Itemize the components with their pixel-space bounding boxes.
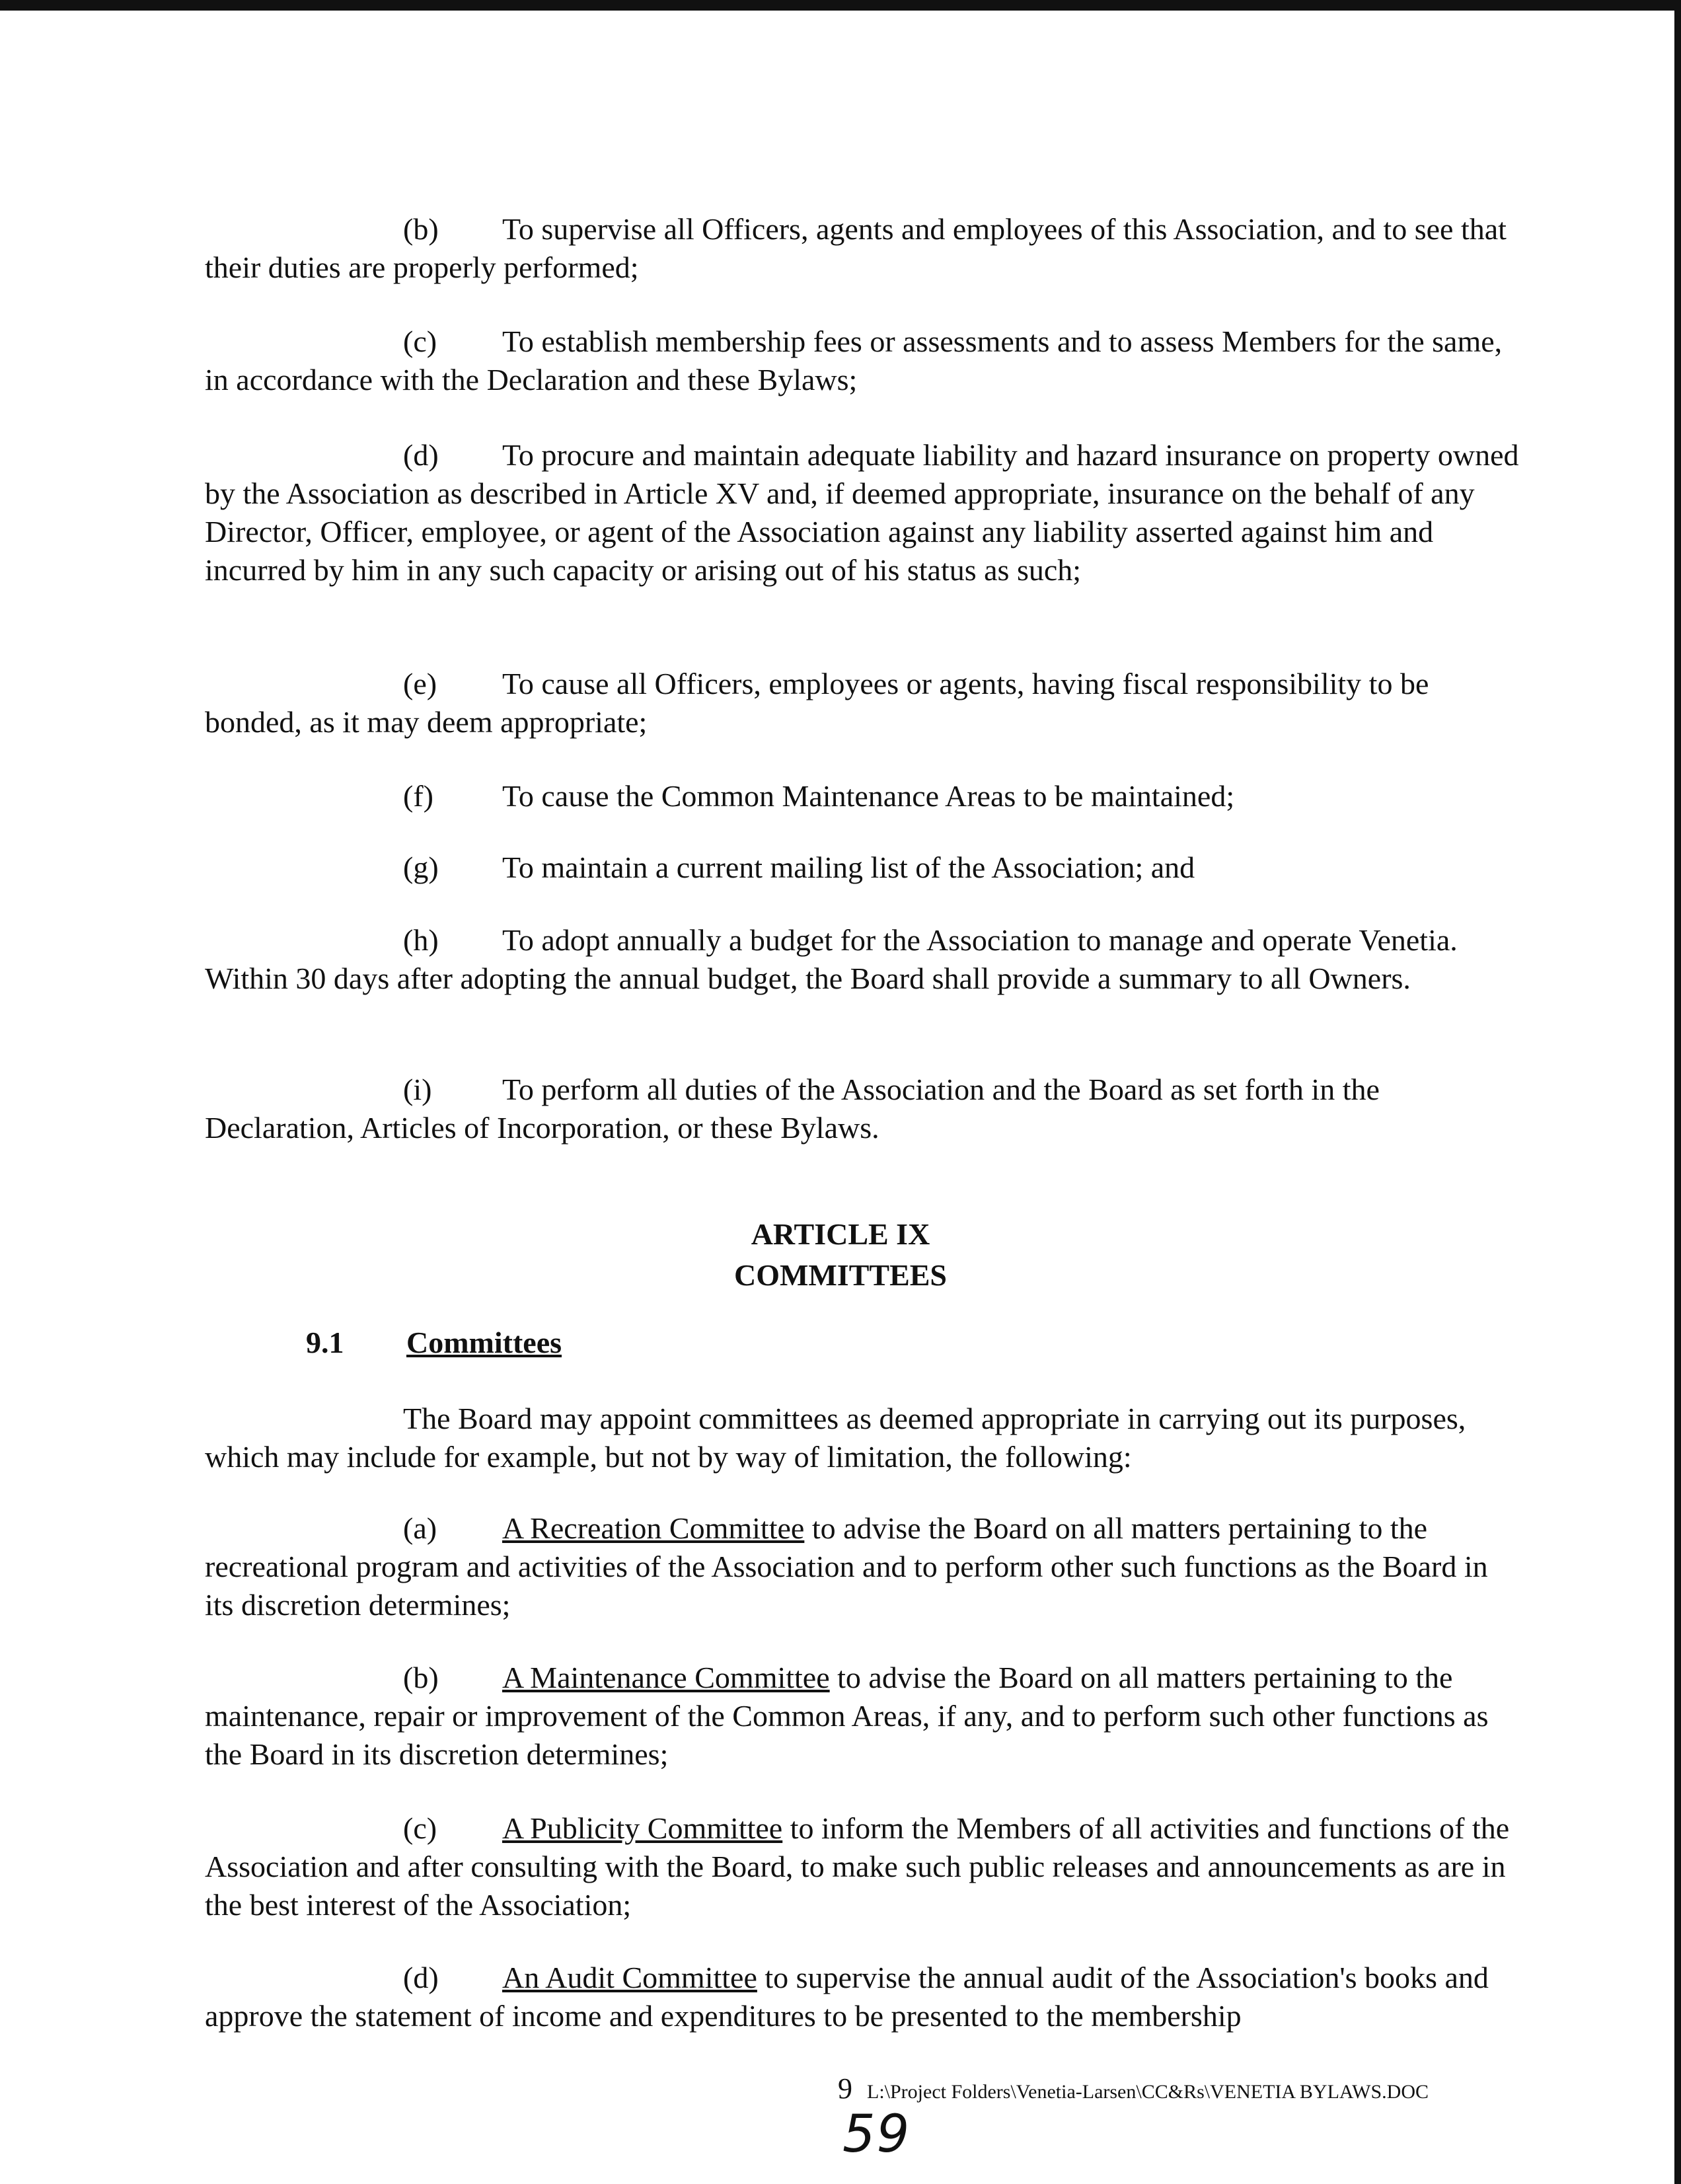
paragraph-label: (a): [403, 1511, 437, 1545]
paragraph-text: To adopt annually a budget for the Association to manage and operate Venetia. Within 30 days after adopting the annual budget, the Board shall provide a summary to all Owners.: [205, 923, 1458, 995]
page-footer: [838, 2072, 1429, 2105]
paragraph-text: To supervise all Officers, agents and employees of this Association, and to see that their duties are properly performed;: [205, 212, 1507, 284]
paragraph-text: To cause the Common Maintenance Areas to be maintained;: [502, 779, 1235, 813]
committee-name: A Recreation Committee: [502, 1511, 805, 1545]
committee-text: to advise the Board on all matters pertaining to the recreational program and activities of the Association and to perform other such functions as the Board in its discretion determines;: [205, 1511, 1488, 1622]
paragraph-label: (c): [403, 324, 437, 358]
paragraph-f: [205, 777, 1520, 815]
section-title: Committees: [406, 1326, 562, 1359]
committee-text: to supervise the annual audit of the Association's books and approve the statement of income and expenditures to be presented to the membership: [205, 1961, 1489, 2033]
paragraph-e: [205, 665, 1520, 741]
paragraph-label: (e): [403, 667, 437, 700]
paragraph-label: (g): [403, 850, 439, 884]
paragraph-g: [205, 848, 1520, 887]
paragraph-label: (d): [403, 1961, 439, 1994]
paragraph-label: (f): [403, 779, 433, 813]
article-heading: [0, 1214, 1681, 1296]
committee-text: to advise the Board on all matters pertaining to the maintenance, repair or improvement of the Common Areas, if any, and to perform such other functions as the Board in its discretion determines;: [205, 1661, 1489, 1771]
section-number: 9.1: [306, 1326, 344, 1359]
paragraph-d: [205, 436, 1520, 589]
paragraph-label: (b): [403, 212, 439, 246]
paragraph-text: To procure and maintain adequate liability and hazard insurance on property owned by the Association as described in Article XV and, if deemed appropriate, insurance on the behalf of any Director, Officer, employee, or agent of the Association against any liability asserted against him and incurred by him in any such capacity or arising out of his status as such;: [205, 438, 1519, 587]
paragraph-text: To perform all duties of the Association and the Board as set forth in the Declaration, Articles of Incorporation, or these Bylaws.: [205, 1073, 1380, 1145]
paragraph-h: [205, 921, 1520, 998]
committee-name: A Publicity Committee: [502, 1811, 783, 1845]
committee-name: A Maintenance Committee: [502, 1661, 830, 1694]
paragraph-c: [205, 322, 1520, 399]
article-number: ARTICLE IX: [751, 1217, 930, 1251]
paragraph-label: (h): [403, 923, 439, 957]
committee-name: An Audit Committee: [502, 1961, 757, 1994]
committee-d: [205, 1959, 1520, 2035]
intro-text: The Board may appoint committees as deemed appropriate in carrying out its purposes, which may include for example, but not by way of limitation, the following:: [205, 1402, 1466, 1474]
paragraph-i: [205, 1071, 1520, 1147]
page-number: 9: [838, 2072, 852, 2105]
paragraph-label: (c): [403, 1811, 437, 1845]
committee-text: to inform the Members of all activities and functions of the Association and after consulting with the Board, to make such public releases and announcements as are in the best interest of the Association;: [205, 1811, 1510, 1922]
section-intro: [205, 1400, 1520, 1476]
paragraph-b: [205, 210, 1520, 287]
paragraph-text: To maintain a current mailing list of the Association; and: [502, 850, 1195, 884]
paragraph-label: (d): [403, 438, 439, 472]
handwritten-page-number: 59: [842, 2105, 911, 2164]
section-heading: [306, 1325, 562, 1360]
paragraph-label: (b): [403, 1661, 439, 1694]
article-title: COMMITTEES: [733, 1258, 948, 1292]
paragraph-label: (i): [403, 1073, 432, 1106]
committee-c: [205, 1809, 1520, 1924]
file-path: L:\Project Folders\Venetia-Larsen\CC&Rs\VENETIA BYLAWS.DOC: [867, 2081, 1429, 2103]
committee-b: [205, 1659, 1520, 1774]
paragraph-text: To establish membership fees or assessments and to assess Members for the same, in accordance with the Declaration and these Bylaws;: [205, 324, 1503, 396]
paragraph-text: To cause all Officers, employees or agents, having fiscal responsibility to be bonded, as it may deem appropriate;: [205, 667, 1429, 739]
committee-a: [205, 1509, 1520, 1624]
